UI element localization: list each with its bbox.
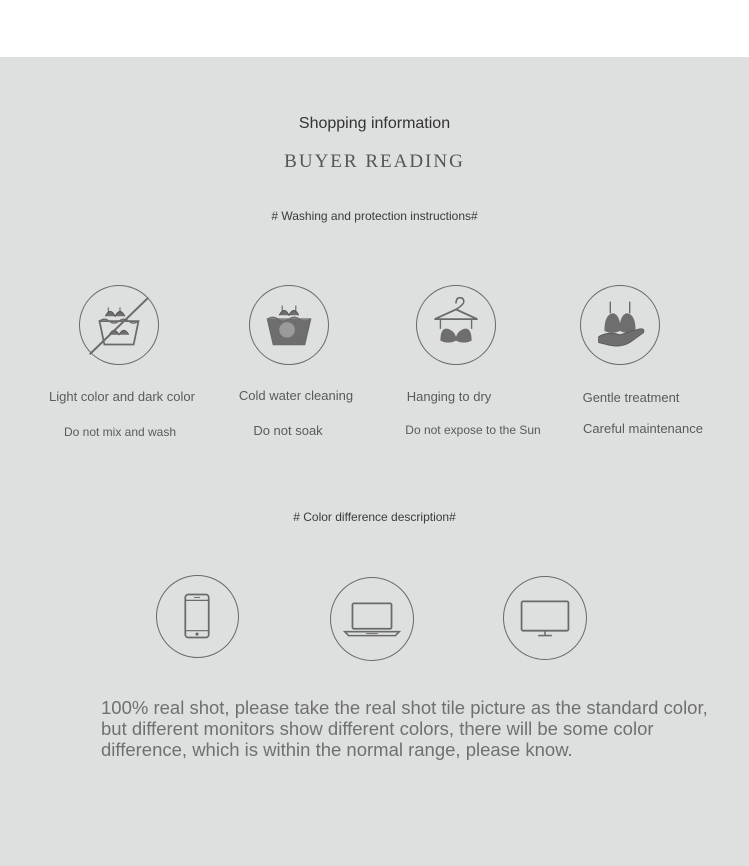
laptop-icon bbox=[330, 577, 414, 661]
monitor-icon bbox=[503, 576, 587, 660]
page-subtitle: BUYER READING bbox=[284, 151, 465, 172]
care-label-4: Gentle treatment bbox=[582, 390, 680, 405]
cold-water-wash-icon bbox=[249, 285, 329, 365]
care-label-2: Cold water cleaning bbox=[238, 388, 354, 403]
hanger-dry-icon bbox=[416, 285, 496, 365]
phone-icon bbox=[156, 575, 239, 658]
gentle-hand-icon bbox=[580, 285, 660, 365]
care-label-1: Light color and dark color bbox=[49, 389, 195, 404]
no-mix-wash-icon bbox=[79, 285, 159, 365]
care-sub-4: Careful maintenance bbox=[583, 421, 703, 436]
care-sub-1: Do not mix and wash bbox=[63, 425, 177, 439]
care-sub-2: Do not soak bbox=[253, 423, 323, 438]
color-difference-section-title: # Color difference description# bbox=[293, 510, 456, 524]
page-title: Shopping information bbox=[298, 115, 451, 132]
care-label-3: Hanging to dry bbox=[406, 389, 492, 404]
color-difference-disclaimer: 100% real shot, please take the real shot tile picture as the standard color, but different monitors show different colors, there will be some color difference, which is within the normal range, please know. bbox=[101, 697, 708, 760]
washing-section-title: # Washing and protection instructions# bbox=[271, 209, 478, 223]
top-white-band bbox=[0, 0, 749, 57]
care-sub-3: Do not expose to the Sun bbox=[405, 423, 541, 437]
